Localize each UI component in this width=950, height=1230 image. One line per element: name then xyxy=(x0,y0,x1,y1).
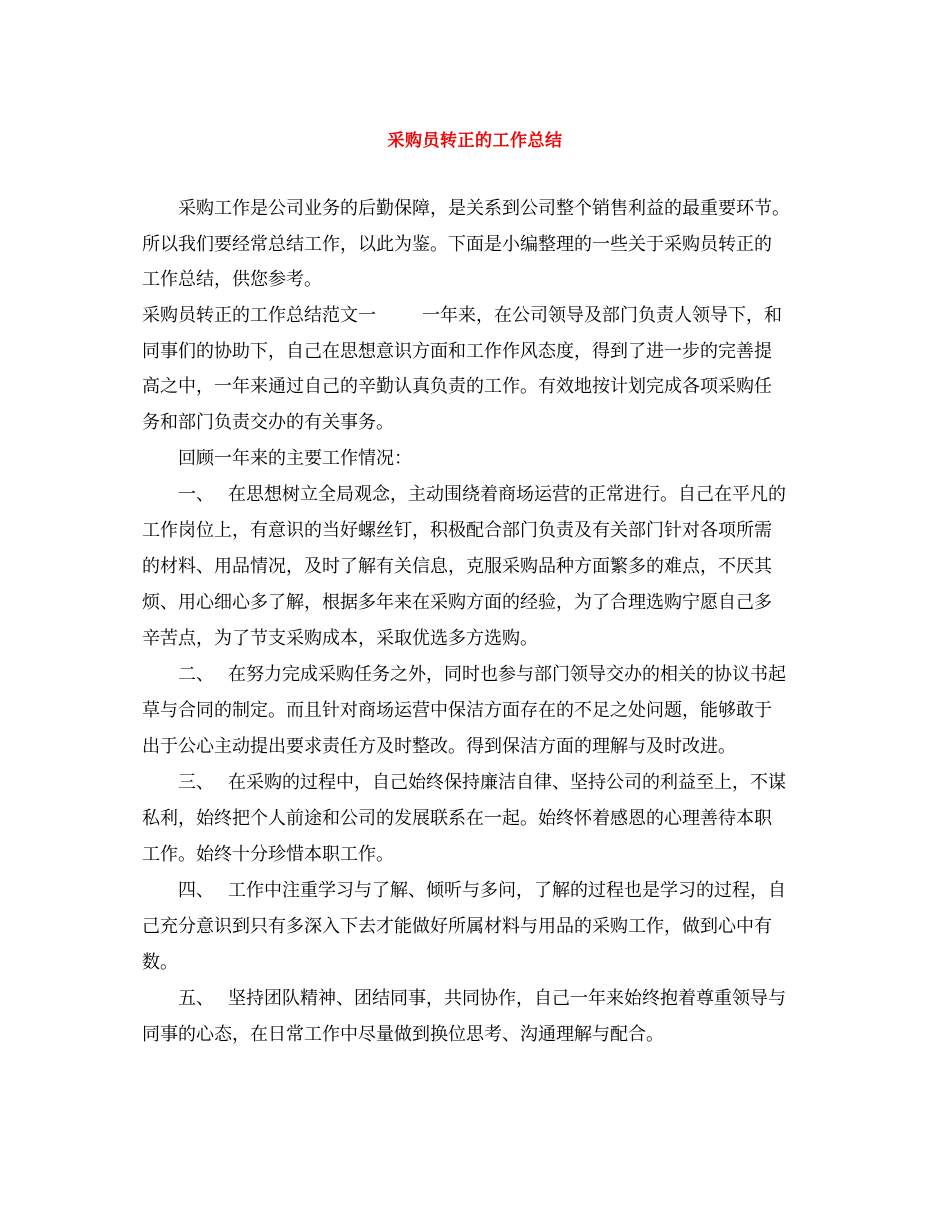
item-line: 坚持团队精神、团结同事，共同协作，自己一年来始终抱着尊重领导与 xyxy=(228,988,786,1009)
sample-para-line: 务和部门负责交办的有关事务。 xyxy=(142,412,394,433)
intro-line: 工作总结，供您参考。 xyxy=(142,269,322,290)
intro-line: 所以我们要经常总结工作，以此为鉴。下面是小编整理的一些关于采购员转正的 xyxy=(142,234,772,255)
item-line: 同事的心态，在日常工作中尽量做到换位思考、沟通理解与配合。 xyxy=(142,1024,664,1045)
item-line: 工作中注重学习与了解、倾听与多问，了解的过程也是学习的过程，自 xyxy=(228,880,786,901)
item-number: 四、 xyxy=(178,880,214,901)
item-line: 私利，始终把个人前途和公司的发展联系在一起。始终怀着感恩的心理善待本职 xyxy=(142,808,772,829)
item-line: 烦、用心细心多了解，根据多年来在采购方面的经验，为了合理选购宁愿自己多 xyxy=(142,592,772,613)
item-number: 二、 xyxy=(178,664,214,685)
item-line: 草与合同的制定。而且针对商场运营中保洁方面存在的不足之处问题，能够敢于 xyxy=(142,700,772,721)
item-number: 一、 xyxy=(178,484,214,505)
document-title: 采购员转正的工作总结 xyxy=(387,131,563,151)
item-line: 在努力完成采购任务之外，同时也参与部门领导交办的相关的协议书起 xyxy=(228,664,786,685)
sample-para-line: 同事们的协助下，自己在思想意识方面和工作作风态度，得到了进一步的完善提 xyxy=(142,341,772,362)
intro-line: 采购工作是公司业务的后勤保障，是关系到公司整个销售利益的最重要环节。 xyxy=(178,198,790,219)
item-number: 三、 xyxy=(178,772,214,793)
item-line: 辛苦点，为了节支采购成本，采取优选多方选购。 xyxy=(142,628,538,649)
item-line: 工作。始终十分珍惜本职工作。 xyxy=(142,844,394,865)
sample-heading: 采购员转正的工作总结范文一 xyxy=(142,305,376,326)
item-number: 五、 xyxy=(178,988,214,1009)
item-line: 工作岗位上，有意识的当好螺丝钉，积极配合部门负责及有关部门针对各项所需 xyxy=(142,520,772,541)
item-line: 的材料、用品情况，及时了解有关信息，克服采购品种方面繁多的难点，不厌其 xyxy=(142,556,772,577)
item-line: 数。 xyxy=(142,952,178,973)
item-line: 在思想树立全局观念，主动围绕着商场运营的正常进行。自己在平凡的 xyxy=(228,484,786,505)
sample-para-line: 高之中，一年来通过自己的辛勤认真负责的工作。有效地按计划完成各项采购任 xyxy=(142,376,772,397)
review-heading: 回顾一年来的主要工作情况： xyxy=(178,448,412,469)
sample-para-line: 一年来，在公司领导及部门负责人领导下，和 xyxy=(422,305,782,326)
item-line: 出于公心主动提出要求责任方及时整改。得到保洁方面的理解与及时改进。 xyxy=(142,736,736,757)
item-line: 在采购的过程中，自己始终保持廉洁自律、坚持公司的利益至上，不谋 xyxy=(228,772,786,793)
item-line: 己充分意识到只有多深入下去才能做好所属材料与用品的采购工作，做到心中有 xyxy=(142,916,772,937)
